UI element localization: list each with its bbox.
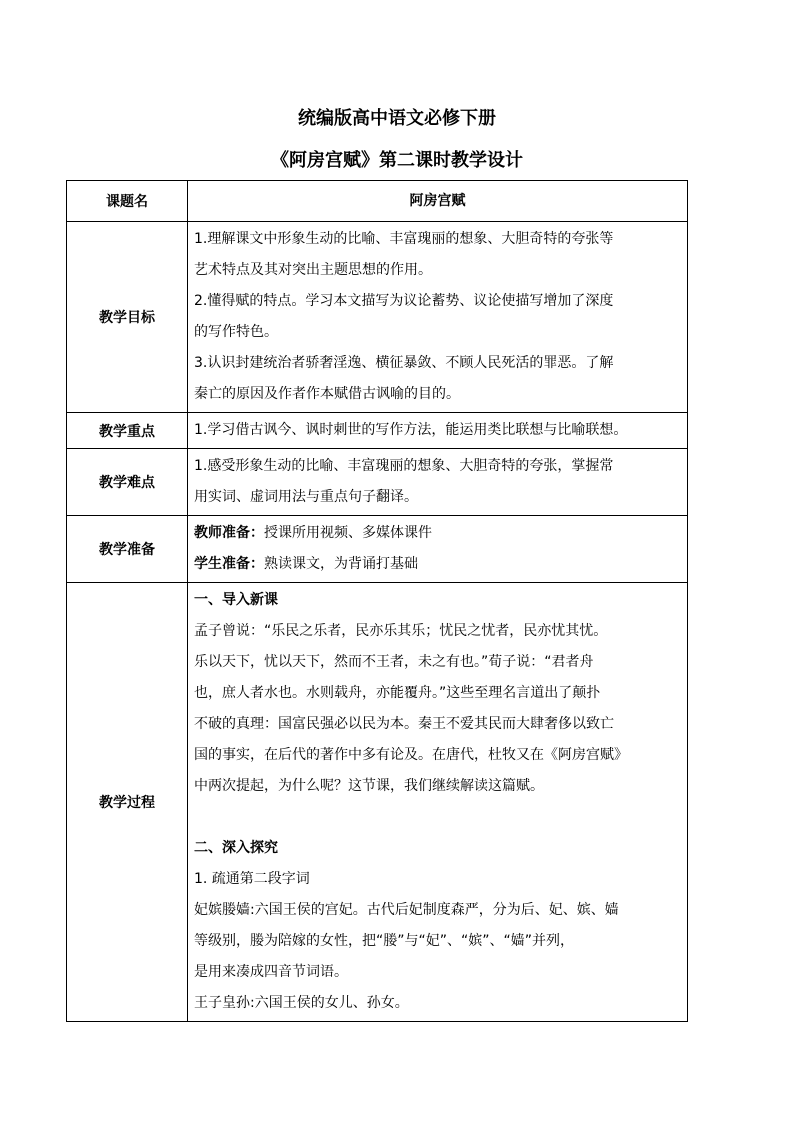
document-subtitle: 《阿房宫赋》第二课时教学设计 [271, 150, 523, 171]
teacher-prep-text: 授课所用视频、多媒体课件 [264, 525, 432, 541]
detail-line: 是用来凑成四音节词语。 [194, 964, 348, 980]
detail-line: 妃嫔媵嫱:六国王侯的宫妃。古代后妃制度森严，分为后、妃、嫔、嫱 [194, 902, 619, 918]
focus-content [188, 413, 688, 449]
section-heading: 一、导入新课 [194, 592, 278, 608]
goals-line: 的写作特色。 [194, 324, 278, 340]
section-heading: 二、深入探究 [194, 840, 278, 856]
intro-line: 国的事实，在后代的著作中多有论及。在唐代，杜牧又在《阿房宫赋》 [194, 747, 628, 763]
goals-line: 1.理解课文中形象生动的比喻、丰富瑰丽的想象、大胆奇特的夸张等 [194, 231, 614, 247]
goals-line: 艺术特点及其对突出主题思想的作用。 [194, 262, 432, 278]
intro-line: 也，庶人者水也。水则载舟，亦能覆舟。”这些至理名言道出了颠扑 [194, 685, 601, 701]
focus-line: 1.学习借古讽今、讽时刺世的写作方法，能运用类比联想与比喻联想。 [194, 422, 628, 438]
prep-content [188, 516, 688, 583]
table-row [67, 222, 688, 413]
process-content [188, 583, 688, 1022]
student-prep [194, 549, 681, 580]
intro-line: 不破的真理：国富民强必以民为本。秦王不爱其民而大肆奢侈以致亡 [194, 716, 614, 732]
goals-content [188, 222, 688, 413]
intro-line: 乐以天下，忧以天下，然而不王者，未之有也。”荀子说：“君者舟 [194, 654, 594, 670]
goals-label: 教学目标 [67, 222, 188, 413]
detail-line: 王子皇孙:六国王侯的女儿、孙女。 [194, 995, 409, 1011]
header-value: 阿房宫赋 [188, 181, 688, 222]
subsection-heading: 1. 疏通第二段字词 [194, 871, 310, 887]
difficulty-line: 用实词、虚词用法与重点句子翻译。 [194, 489, 418, 505]
teacher-prep-label: 教师准备： [194, 525, 264, 541]
prep-label: 教学准备 [67, 516, 188, 583]
goals-line: 秦亡的原因及作者作本赋借古讽喻的目的。 [194, 386, 460, 402]
process-label: 教学过程 [67, 583, 188, 1022]
intro-line: 中两次提起，为什么呢？这节课，我们继续解读这篇赋。 [194, 778, 544, 794]
teacher-prep [194, 518, 681, 549]
blank-line [194, 802, 681, 833]
student-prep-label: 学生准备： [194, 556, 264, 572]
student-prep-text: 熟读课文，为背诵打基础 [264, 556, 418, 572]
difficulty-label: 教学难点 [67, 449, 188, 516]
lesson-plan-table [66, 180, 688, 1022]
table-row [67, 413, 688, 449]
table-row [67, 449, 688, 516]
detail-line: 等级别，媵为陪嫁的女性，把“媵”与“妃”、“嫔”、“嫱”并列， [194, 933, 575, 949]
goals-line: 3.认识封建统治者骄奢淫逸、横征暴敛、不顾人民死活的罪恶。了解 [194, 355, 614, 371]
header-label: 课题名 [67, 181, 188, 222]
table-row [67, 181, 688, 222]
difficulty-line: 1.感受形象生动的比喻、丰富瑰丽的想象、大胆奇特的夸张，掌握常 [194, 458, 614, 474]
difficulty-content [188, 449, 688, 516]
table-row [67, 516, 688, 583]
goals-line: 2.懂得赋的特点。学习本文描写为议论蓄势、议论使描写增加了深度 [194, 293, 614, 309]
focus-label: 教学重点 [67, 413, 188, 449]
intro-line: 孟子曾说：“乐民之乐者，民亦乐其乐；忧民之忧者，民亦忧其忧。 [194, 623, 608, 639]
document-title: 统编版高中语文必修下册 [298, 108, 496, 129]
table-row [67, 583, 688, 1022]
